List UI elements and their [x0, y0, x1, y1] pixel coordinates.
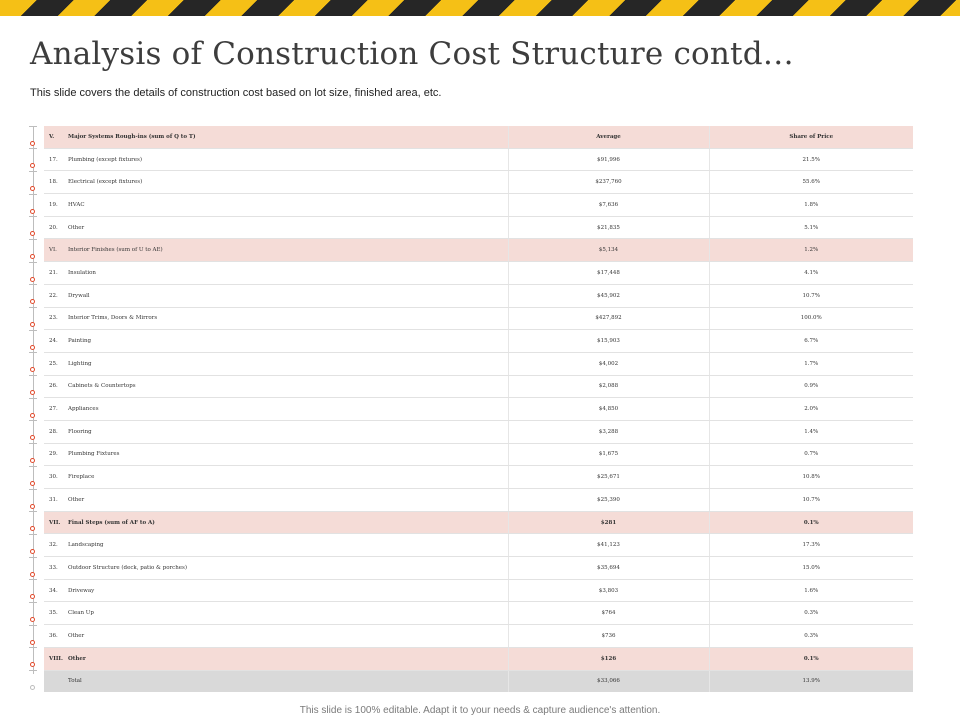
row-label-cell	[44, 398, 508, 421]
row-label: Insulation	[68, 269, 96, 276]
share-cell: 1.6%	[709, 579, 913, 602]
table-row	[44, 443, 913, 466]
row-number: 23.	[49, 315, 58, 322]
column-header-average: Average	[508, 126, 709, 148]
table-row	[44, 307, 913, 330]
row-label-cell	[44, 489, 508, 512]
row-label: Interior Trims, Doors & Mirrors	[68, 315, 158, 322]
table-section-row	[44, 647, 913, 670]
timeline-dot	[30, 526, 35, 531]
table-row	[44, 398, 913, 421]
average-cell: $3,288	[508, 420, 709, 443]
row-label: Other	[68, 496, 85, 503]
row-number: 21.	[49, 269, 58, 276]
row-label-cell	[44, 534, 508, 557]
share-cell: 1.4%	[709, 420, 913, 443]
row-label: Electrical (except fixtures)	[68, 179, 143, 186]
footer-note: This slide is 100% editable. Adapt it to your needs & capture audience's attention.	[299, 705, 661, 716]
row-label: Major Systems Rough-ins (sum of Q to T)	[68, 133, 196, 140]
row-label-cell	[44, 216, 508, 239]
row-number: V.	[49, 133, 55, 140]
row-number: 28.	[49, 428, 58, 435]
row-label: Cabinets & Countertops	[68, 383, 136, 390]
timeline-dot	[30, 186, 35, 191]
timeline-tick	[29, 352, 37, 353]
share-cell: 13.9%	[709, 670, 913, 692]
timeline-tick	[29, 670, 37, 671]
row-label: Other	[68, 224, 85, 231]
row-label: Landscaping	[68, 542, 104, 549]
average-cell: $4,002	[508, 352, 709, 375]
timeline-dot	[30, 345, 35, 350]
table-row	[44, 375, 913, 398]
share-cell: 6.7%	[709, 330, 913, 353]
row-label-cell	[44, 352, 508, 375]
row-label: Flooring	[68, 428, 92, 435]
timeline-dot	[30, 299, 35, 304]
share-cell: 100.0%	[709, 307, 913, 330]
average-cell: $91,996	[508, 148, 709, 171]
row-label-cell	[44, 557, 508, 580]
timeline-dot	[30, 662, 35, 667]
timeline-dot	[30, 141, 35, 146]
table-row	[44, 352, 913, 375]
column-header-share: Share of Price	[709, 126, 913, 148]
share-cell: 1.8%	[709, 194, 913, 217]
row-label-cell	[44, 443, 508, 466]
page-title: Analysis of Construction Cost Structure contd…	[30, 36, 794, 72]
row-label: Other	[68, 632, 85, 639]
share-cell: 17.3%	[709, 534, 913, 557]
average-cell: $126	[508, 647, 709, 670]
table-row	[44, 466, 913, 489]
hazard-stripe-banner	[0, 0, 960, 16]
row-number: VII.	[49, 519, 61, 526]
timeline-dot	[30, 163, 35, 168]
average-cell: $35,694	[508, 557, 709, 580]
timeline-line	[33, 126, 34, 674]
average-cell: $25,390	[508, 489, 709, 512]
share-cell: 1.7%	[709, 352, 913, 375]
timeline-tick	[29, 625, 37, 626]
table-row	[44, 420, 913, 443]
row-label: Appliances	[68, 406, 99, 413]
average-cell: $25,671	[508, 466, 709, 489]
average-cell: $33,066	[508, 670, 709, 692]
timeline-tick	[29, 171, 37, 172]
timeline-tick	[29, 239, 37, 240]
row-label-cell	[44, 126, 508, 148]
table-row	[44, 171, 913, 194]
average-cell: $427,892	[508, 307, 709, 330]
row-number: 34.	[49, 587, 58, 594]
timeline-tick	[29, 216, 37, 217]
row-number: 27.	[49, 406, 58, 413]
table-row	[44, 625, 913, 648]
share-cell: 0.7%	[709, 443, 913, 466]
row-label-cell	[44, 420, 508, 443]
row-label-cell	[44, 602, 508, 625]
row-label: Plumbing Fixtures	[68, 451, 120, 458]
share-cell: 10.7%	[709, 284, 913, 307]
table-total-row	[44, 670, 913, 692]
timeline-tick	[29, 557, 37, 558]
share-cell: 15.0%	[709, 557, 913, 580]
share-cell: 4.1%	[709, 262, 913, 285]
timeline-dot	[30, 209, 35, 214]
average-cell: $4,850	[508, 398, 709, 421]
average-cell: $237,760	[508, 171, 709, 194]
row-label-cell	[44, 171, 508, 194]
row-number: 24.	[49, 338, 58, 345]
row-label: HVAC	[68, 201, 85, 208]
timeline-dot	[30, 572, 35, 577]
average-cell: $45,902	[508, 284, 709, 307]
row-label-cell	[44, 194, 508, 217]
row-number: 26.	[49, 383, 58, 390]
table-row	[44, 534, 913, 557]
row-label-cell	[44, 307, 508, 330]
row-label-cell	[44, 511, 508, 534]
row-number: 32.	[49, 542, 58, 549]
row-label: Outdoor Structure (deck, patio & porches)	[68, 564, 188, 571]
table-row	[44, 284, 913, 307]
average-cell: $41,123	[508, 534, 709, 557]
row-label: Painting	[68, 338, 92, 345]
timeline-tick	[29, 420, 37, 421]
share-cell: 10.8%	[709, 466, 913, 489]
average-cell: $7,636	[508, 194, 709, 217]
row-label-cell	[44, 625, 508, 648]
timeline-dot	[30, 277, 35, 282]
row-number: 35.	[49, 610, 58, 617]
share-cell: 2.0%	[709, 398, 913, 421]
row-label-cell	[44, 239, 508, 262]
timeline-tick	[29, 375, 37, 376]
row-label: Plumbing (except fixtures)	[68, 156, 143, 163]
average-cell: $5,134	[508, 239, 709, 262]
row-label: Driveway	[68, 587, 95, 594]
timeline-dot	[30, 231, 35, 236]
timeline-tick	[29, 194, 37, 195]
row-number: 29.	[49, 451, 58, 458]
timeline-dot	[30, 617, 35, 622]
average-cell: $281	[508, 511, 709, 534]
average-cell: $3,803	[508, 579, 709, 602]
timeline-tick	[29, 489, 37, 490]
table-row	[44, 148, 913, 171]
timeline-tick	[29, 148, 37, 149]
share-cell: 0.3%	[709, 602, 913, 625]
timeline-dot	[30, 458, 35, 463]
row-label: Clean Up	[68, 610, 94, 617]
average-cell: $2,088	[508, 375, 709, 398]
row-number: 17.	[49, 156, 58, 163]
row-number: VI.	[49, 247, 57, 254]
table-row	[44, 489, 913, 512]
share-cell: 0.1%	[709, 511, 913, 534]
timeline-tick	[29, 398, 37, 399]
average-cell: $15,903	[508, 330, 709, 353]
page-subtitle: This slide covers the details of construction cost based on lot size, finished area, etc.	[30, 87, 442, 99]
timeline-tick	[29, 602, 37, 603]
timeline-tick	[29, 284, 37, 285]
timeline-dot	[30, 413, 35, 418]
row-number: 18.	[49, 179, 58, 186]
row-label: Final Steps (sum of AF to A)	[68, 519, 155, 526]
timeline-dot	[30, 435, 35, 440]
row-label-cell	[44, 262, 508, 285]
row-number: 19.	[49, 201, 58, 208]
row-label-cell	[44, 330, 508, 353]
row-label-cell	[44, 647, 508, 670]
table-row	[44, 216, 913, 239]
row-label: Interior Finishes (sum of U to AE)	[68, 247, 163, 254]
table-row	[44, 579, 913, 602]
share-cell: 0.3%	[709, 625, 913, 648]
row-number: 31.	[49, 496, 58, 503]
table-row	[44, 330, 913, 353]
row-label-cell	[44, 375, 508, 398]
share-cell: 55.6%	[709, 171, 913, 194]
share-cell: 0.9%	[709, 375, 913, 398]
row-label: Lighting	[68, 360, 92, 367]
table-row	[44, 602, 913, 625]
timeline-dot	[30, 254, 35, 259]
row-number: 22.	[49, 292, 58, 299]
row-number: VIII.	[49, 655, 63, 662]
table-row	[44, 194, 913, 217]
row-label-cell	[44, 579, 508, 602]
share-cell: 21.5%	[709, 148, 913, 171]
row-label-cell	[44, 148, 508, 171]
table-header-row	[44, 126, 913, 148]
row-number: 36.	[49, 632, 58, 639]
average-cell: $1,675	[508, 443, 709, 466]
average-cell: $21,835	[508, 216, 709, 239]
row-number: 33.	[49, 564, 58, 571]
timeline-dot	[30, 549, 35, 554]
table-section-row	[44, 511, 913, 534]
row-label: Other	[68, 655, 86, 662]
timeline-tick	[29, 262, 37, 263]
timeline-tick	[29, 466, 37, 467]
timeline-tick	[29, 534, 37, 535]
timeline-dot	[30, 504, 35, 509]
table-row	[44, 557, 913, 580]
row-number: 20.	[49, 224, 58, 231]
timeline-tick	[29, 647, 37, 648]
timeline-decoration	[26, 126, 42, 674]
timeline-dot	[30, 594, 35, 599]
timeline-tick	[29, 307, 37, 308]
timeline-dot	[30, 367, 35, 372]
cost-table	[44, 126, 913, 692]
timeline-tick	[29, 330, 37, 331]
timeline-tick	[29, 126, 37, 127]
timeline-dot	[30, 640, 35, 645]
row-label-cell	[44, 670, 508, 692]
table-section-row	[44, 239, 913, 262]
row-label: Drywall	[68, 292, 90, 299]
timeline-tick	[29, 579, 37, 580]
share-cell: 1.2%	[709, 239, 913, 262]
timeline-dot	[30, 390, 35, 395]
share-cell: 5.1%	[709, 216, 913, 239]
timeline-dot	[30, 481, 35, 486]
row-label: Fireplace	[68, 474, 95, 481]
timeline-tick	[29, 443, 37, 444]
row-label-cell	[44, 466, 508, 489]
row-number: 30.	[49, 474, 58, 481]
timeline-dot	[30, 685, 35, 690]
share-cell: 10.7%	[709, 489, 913, 512]
average-cell: $17,448	[508, 262, 709, 285]
timeline-tick	[29, 511, 37, 512]
average-cell: $736	[508, 625, 709, 648]
row-label: Total	[68, 678, 82, 685]
timeline-dot	[30, 322, 35, 327]
row-label-cell	[44, 284, 508, 307]
share-cell: 0.1%	[709, 647, 913, 670]
average-cell: $764	[508, 602, 709, 625]
row-number: 25.	[49, 360, 58, 367]
table-row	[44, 262, 913, 285]
